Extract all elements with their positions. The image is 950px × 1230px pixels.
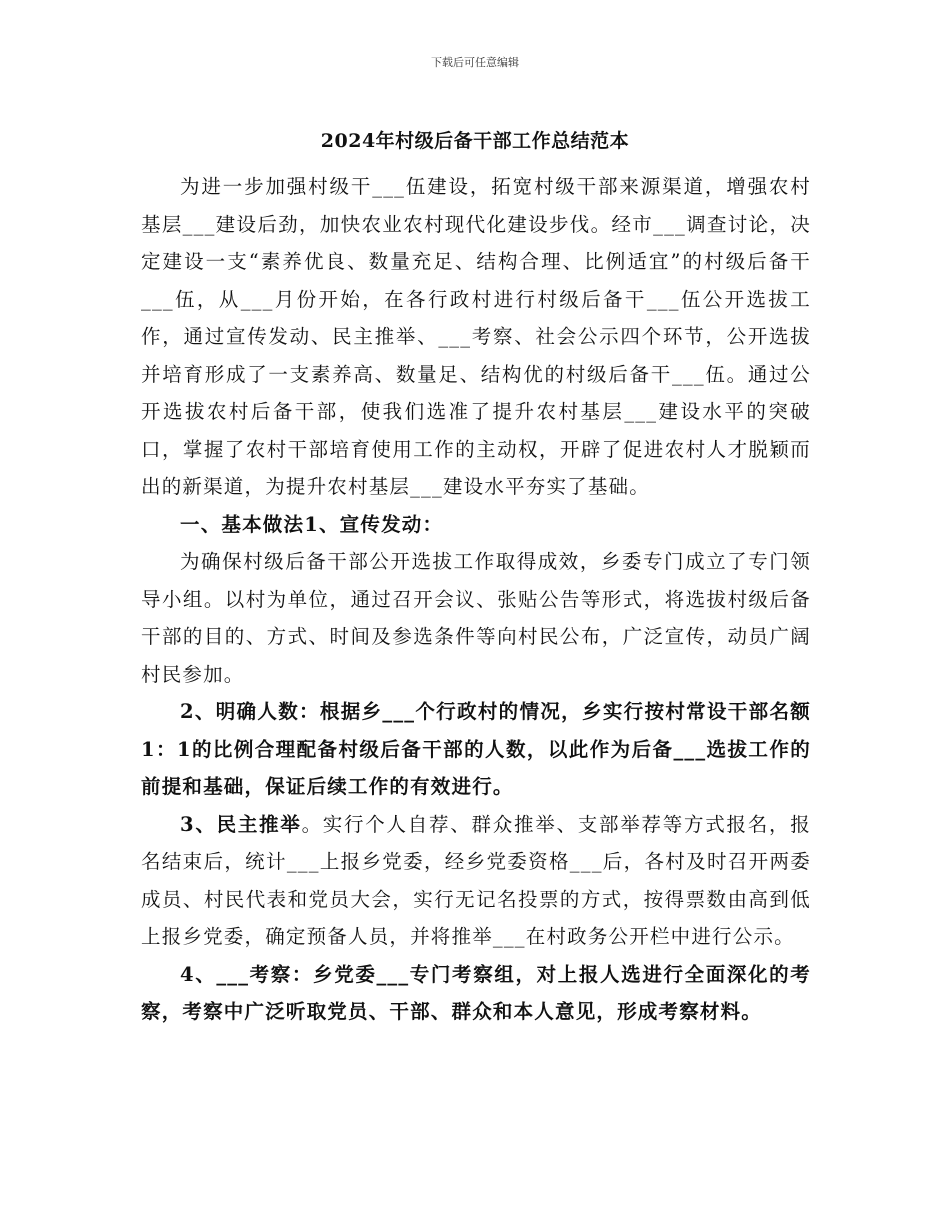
paragraph-publicity: 为确保村级后备干部公开选拔工作取得成效，乡委专门成立了专门领导小组。以村为单位，通过召开会议、张贴公告等形式，将选拔村级后备干部的目的、方式、时间及参选条件等向村民公布，广泛宣传，动员广阔村民参加。 (141, 550, 811, 686)
paragraph-headcount: 2、明确人数：根据乡___个行政村的情况，乡实行按村常设干部名额1：1的比例合理配备村级后备干部的人数，以此作为后备___选拔工作的前提和基础，保证后续工作的有效进行。 (141, 700, 811, 798)
paragraph-democratic-recommendation (141, 806, 811, 956)
paragraph-text: 。实行个人自荐、群众推举、支部举荐等方式报名，报名结束后，统计___上报乡党委，经乡党委资格___后，各村及时召开两委成员、村民代表和党员大会，实行无记名投票的方式，按得票数由高到低上报乡党委，确定预备人员，并将推举___在村政务公开栏中进行公示。 (141, 812, 811, 948)
paragraph-inspection: 4、___考察：乡党委___专门考察组，对上报人选进行全面深化的考察，考察中广泛听取党员、干部、群众和本人意见，形成考察材料。 (141, 962, 811, 1023)
paragraph-intro: 为进一步加强村级干___伍建设，拓宽村级干部来源渠道，增强农村基层___建设后劲，加快农业农村现代化建设步伐。经市___调查讨论，决定建设一支“素养优良、数量充足、结构合理、比例适宜”的村级后备干___伍，从___月份开始，在各行政村进行村级后备干___伍公开选拔工作，通过宣传发动、民主推举、___考察、社会公示四个环节，公开选拔并培育形成了一支素养高、数量足、结构优的村级后备干___伍。通过公开选拔农村后备干部，使我们选准了提升农村基层___建设水平的突破口，掌握了农村干部培育使用工作的主动权，开辟了促进农村人才脱颖而出的新渠道，为提升农村基层___建设水平夯实了基础。 (141, 175, 811, 498)
section-heading-basic-methods: 一、基本做法1、宣传发动： (180, 512, 444, 536)
page-header-note: 下载后可任意编辑 (431, 56, 519, 69)
paragraph-lead: 3、民主推举 (180, 812, 302, 836)
document-body (141, 168, 811, 1031)
document-title: 2024年村级后备干部工作总结范本 (320, 130, 630, 152)
